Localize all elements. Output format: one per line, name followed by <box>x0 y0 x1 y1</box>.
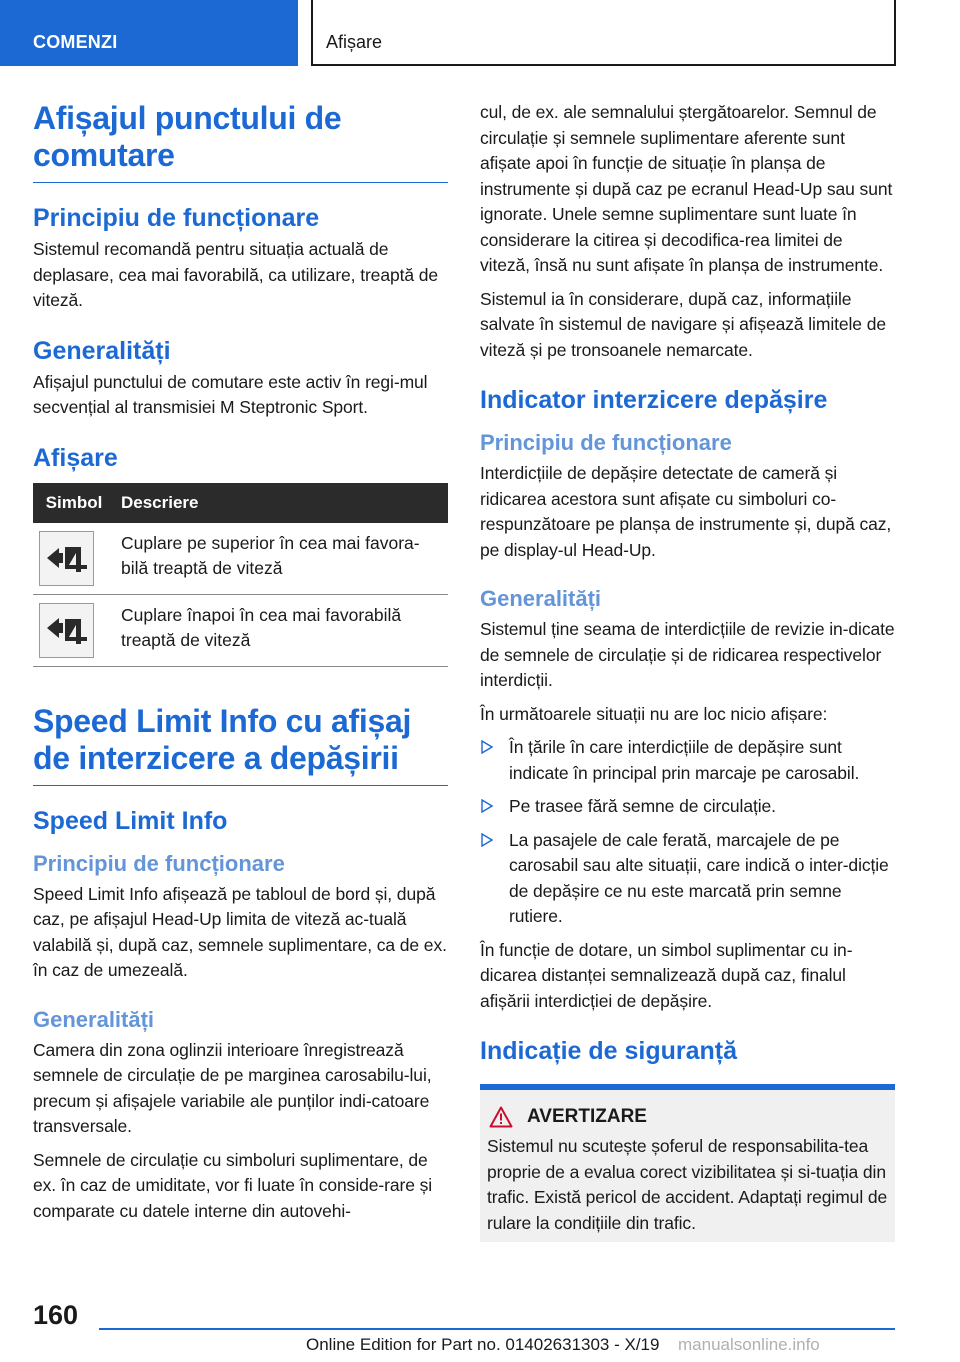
symbol-cell <box>33 594 115 666</box>
col-header-description: Descriere <box>115 483 448 523</box>
para-principiu: Sistemul recomandă pentru situația actuală de deplasare, cea mai favorabilă, ca utilizare, treaptă de viteză. <box>33 239 439 310</box>
left-column <box>33 100 448 1232</box>
para-continued-2: Sistemul ia în considerare, după caz, informațiile salvate în sistemul de navigare și afișează limitele de viteză și pe tronsoanele nemarcate. <box>480 288 886 360</box>
para-sli-gen-1: Camera din zona oglinzii interioare înregistrează semnele de circulație de pe marginea carosabilu-lui, precum și afișajele variabile ale punților indi-catoare transversale. <box>33 1039 432 1136</box>
col-header-symbol: Simbol <box>33 483 115 523</box>
para-ind-principiu: Interdicțiile de depășire detectate de cameră și ridicarea acestora sunt afișate cu simboluri co-respunzătoare pe planșa de instrumente și, după caz, pe display-ul Head-Up. <box>480 463 892 560</box>
para-ind-gen-2: În următoarele situații nu are loc nicio afișare: <box>480 703 828 724</box>
warning-label: AVERTIZARE <box>527 1106 647 1127</box>
warning-header <box>487 1106 889 1128</box>
heading-indicator: Indicator interzicere depășire <box>480 386 828 414</box>
para-sli-gen-2: Semnele de circulație cu simboluri suplimentare, de ex. în caz de umiditate, vor fi luate în conside-rare și comparate cu datele interne din autovehi- <box>33 1149 433 1221</box>
symbol-cell <box>33 523 115 595</box>
heading-principiu: Principiu de funcționare <box>33 204 320 232</box>
table-row <box>33 594 448 666</box>
list-item <box>480 828 895 930</box>
list-item-text: Pe trasee fără semne de circulație. <box>509 796 776 816</box>
footer-edition: Online Edition for Part no. 01402631303 - X/19 <box>306 1335 660 1354</box>
subsection-tab <box>311 0 896 66</box>
triangle-bullet-icon <box>481 799 493 813</box>
title-shift-point: Afișajul punctului de comutare <box>33 100 448 183</box>
description-cell: Cuplare înapoi în cea mai favorabilă treaptă de viteză <box>115 594 448 666</box>
page-number: 160 <box>33 1300 79 1330</box>
title-speed-limit-info: Speed Limit Info cu afișaj de interzicere a depășirii <box>33 703 448 786</box>
section-label: COMENZI <box>33 32 118 52</box>
triangle-bullet-icon <box>481 740 493 754</box>
section-tab <box>0 0 298 66</box>
heading-generalitati: Generalități <box>33 336 171 365</box>
list-item-text: În țările în care interdicțiile de depășire sunt indicate în principal prin marcaje pe carosabil. <box>509 737 860 783</box>
heading-siguranta: Indicație de siguranță <box>480 1037 738 1065</box>
subheading-ind-generalitati: Generalități <box>480 586 602 611</box>
subsection-label: Afișare <box>326 32 383 52</box>
list-item <box>480 735 895 786</box>
right-column <box>480 100 895 1242</box>
para-continued-1: cul, de ex. ale semnalului ștergătoarelor. Semnul de circulație și semnele suplimentare aferente sunt afișate apoi în funcție de situație în planșa de instrumente și după caz pe ecranul Head-Up sau sunt ignorate. Unele semne suplimentare sunt luate în considerare la citirea și decodifica-rea limitei de viteză, însă nu sunt afișate în planșa de instrumente. <box>480 102 893 275</box>
warning-box <box>480 1084 895 1242</box>
subheading-ind-principiu: Principiu de funcționare <box>480 430 732 455</box>
warning-triangle-icon <box>489 1106 513 1128</box>
gear-up-4-icon <box>39 531 94 586</box>
para-ind-gen-1: Sistemul ține seama de interdicțiile de revizie in-dicate de semnele de circulație și de ridicarea respectivelor interdicții. <box>480 619 895 690</box>
list-item-text: La pasajele de cale ferată, marcajele de pe carosabil sau alte situații, care indică o inter-dicție de depășire ce nu este marcată prin semne rutiere. <box>509 829 889 926</box>
para-sli-principiu: Speed Limit Info afișează pe tabloul de bord și, după caz, pe afișajul Head-Up limita de viteză ac-tuală valabilă și, după caz, semnele suplimentare, ca de ex. în caz de umezeală. <box>33 883 447 980</box>
list-item <box>480 794 895 820</box>
para-generalitati: Afișajul punctului de comutare este activ în regi-mul secvențial al transmisiei M Steptronic Sport. <box>33 371 428 417</box>
para-ind-gen-3: În funcție de dotare, un simbol suplimentar cu in-dicarea distanței semnalizează după caz, finalul afișării interdicției de depășire. <box>480 939 853 1011</box>
bullet-list <box>480 735 895 930</box>
description-cell: Cuplare pe superior în cea mai favora-bilă treaptă de viteză <box>115 523 448 595</box>
table-row <box>33 523 448 595</box>
symbol-table <box>33 483 448 667</box>
heading-speed-limit-info: Speed Limit Info <box>33 806 228 835</box>
heading-afisare: Afișare <box>33 443 118 472</box>
gear-down-4-icon <box>39 603 94 658</box>
subheading-sli-generalitati: Generalități <box>33 1006 155 1032</box>
footer-watermark: manualsonline.info <box>678 1335 820 1354</box>
triangle-bullet-icon <box>481 833 493 847</box>
warning-text: Sistemul nu scutește șoferul de responsabilita-tea proprie de a evalua corect vizibilitatea și si-tuația din trafic. Există pericol de accident. Adaptați regimul de rulare la condițiile din trafic. <box>487 1136 888 1233</box>
subheading-sli-principiu: Principiu de funcționare <box>33 850 285 876</box>
footer-divider <box>99 1328 895 1330</box>
table-header-row <box>33 483 448 523</box>
